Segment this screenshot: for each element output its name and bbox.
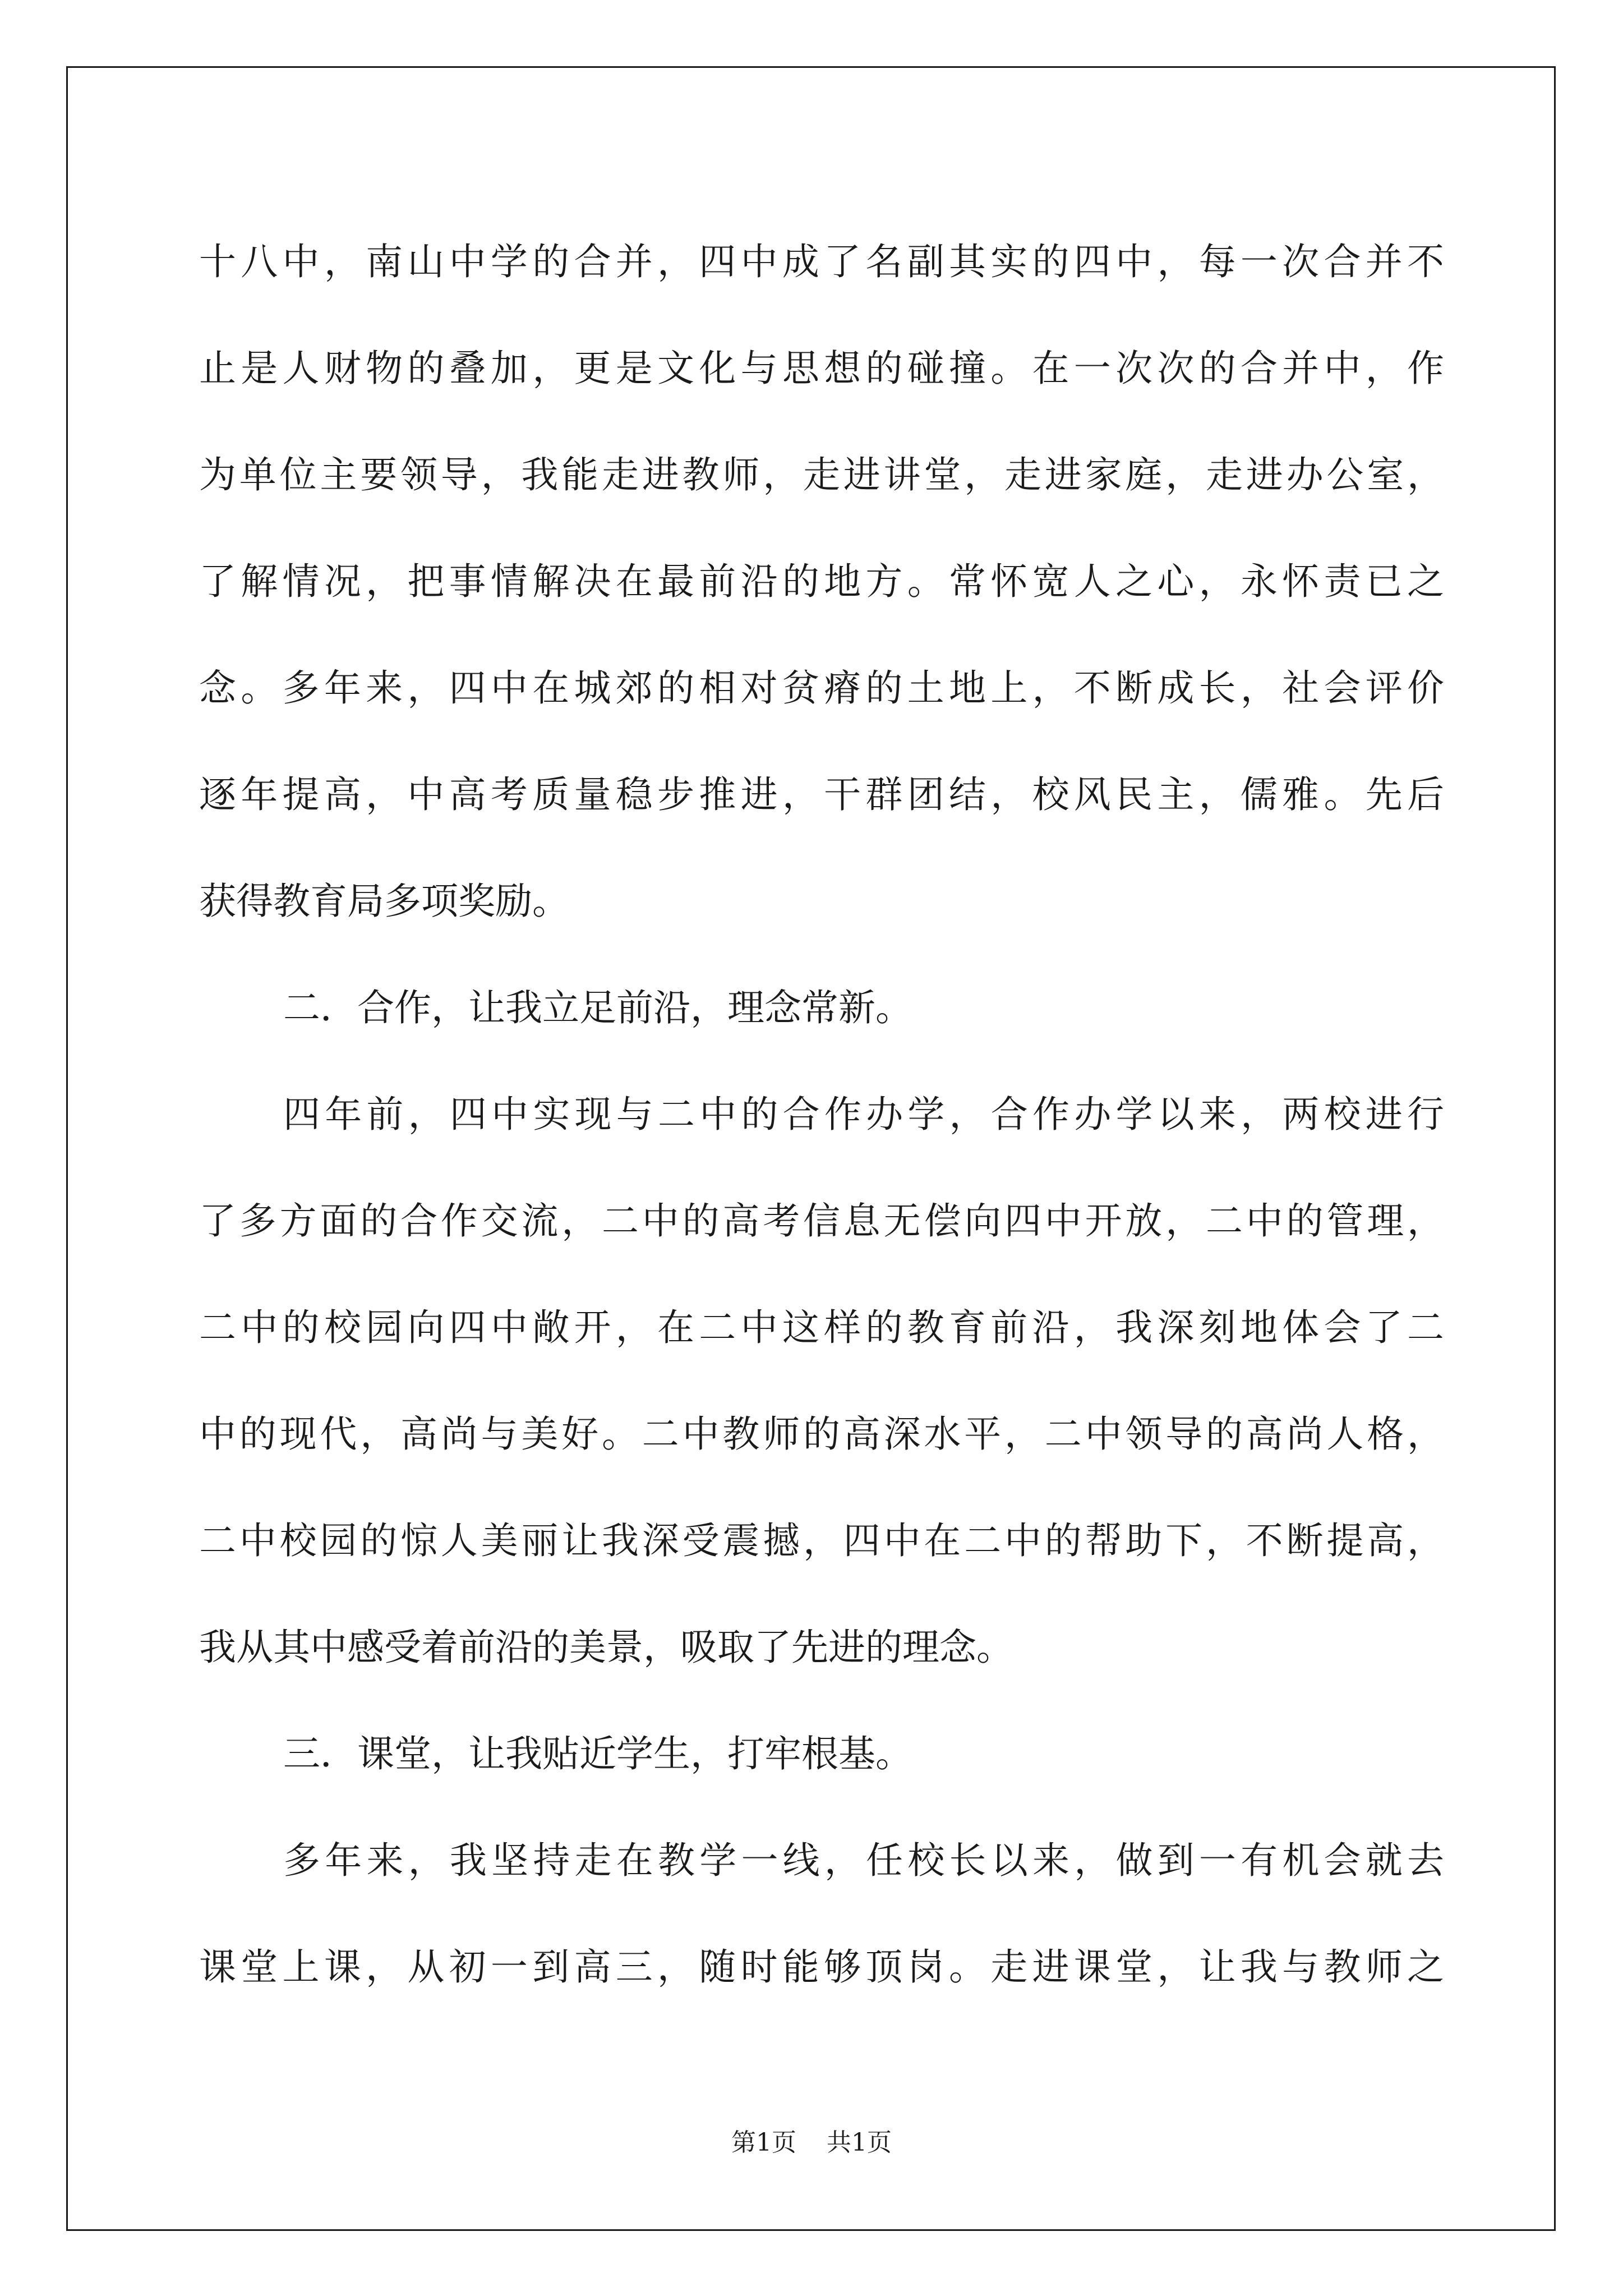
text-line: 念。多年来，四中在城郊的相对贫瘠的土地上，不断成长，社会评价 xyxy=(199,666,1444,710)
text-line: 多年来，我坚持走在教学一线，任校长以来，做到一有机会就去 xyxy=(283,1839,1444,1882)
text-line: 二中校园的惊人美丽让我深受震撼，四中在二中的帮助下，不断提高， xyxy=(199,1519,1444,1562)
text-line: 三．课堂，让我贴近学生，打牢根基。 xyxy=(283,1732,912,1775)
text-line: 逐年提高，中高考质量稳步推进，干群团结，校风民主，儒雅。先后 xyxy=(199,773,1444,816)
text-line: 二中的校园向四中敞开，在二中这样的教育前沿，我深刻地体会了二 xyxy=(199,1306,1444,1349)
text-line: 为单位主要领导，我能走进教师，走进讲堂，走进家庭，走进办公室， xyxy=(199,453,1444,496)
text-line: 二．合作，让我立足前沿，理念常新。 xyxy=(283,986,912,1029)
document-body xyxy=(199,209,1444,2021)
page-number: 第1页 xyxy=(731,2128,796,2157)
text-line: 四年前，四中实现与二中的合作办学，合作办学以来，两校进行 xyxy=(283,1093,1444,1136)
text-line: 课堂上课，从初一到高三，随时能够顶岗。走进课堂，让我与教师之 xyxy=(199,1945,1444,1989)
text-line: 获得教育局多项奖励。 xyxy=(199,880,569,923)
text-line: 我从其中感受着前沿的美景，吸取了先进的理念。 xyxy=(199,1626,1013,1669)
text-line: 了解情况，把事情解决在最前沿的地方。常怀宽人之心，永怀责已之 xyxy=(199,560,1444,603)
text-line: 中的现代，高尚与美好。二中教师的高深水平，二中领导的高尚人格， xyxy=(199,1412,1444,1456)
text-line: 十八中，南山中学的合并，四中成了名副其实的四中，每一次合并不 xyxy=(199,240,1444,283)
text-line: 止是人财物的叠加，更是文化与思想的碰撞。在一次次的合并中，作 xyxy=(199,347,1444,390)
text-line: 了多方面的合作交流，二中的高考信息无偿向四中开放，二中的管理， xyxy=(199,1199,1444,1243)
page-footer xyxy=(0,2122,1623,2158)
page-total: 共1页 xyxy=(827,2128,892,2157)
